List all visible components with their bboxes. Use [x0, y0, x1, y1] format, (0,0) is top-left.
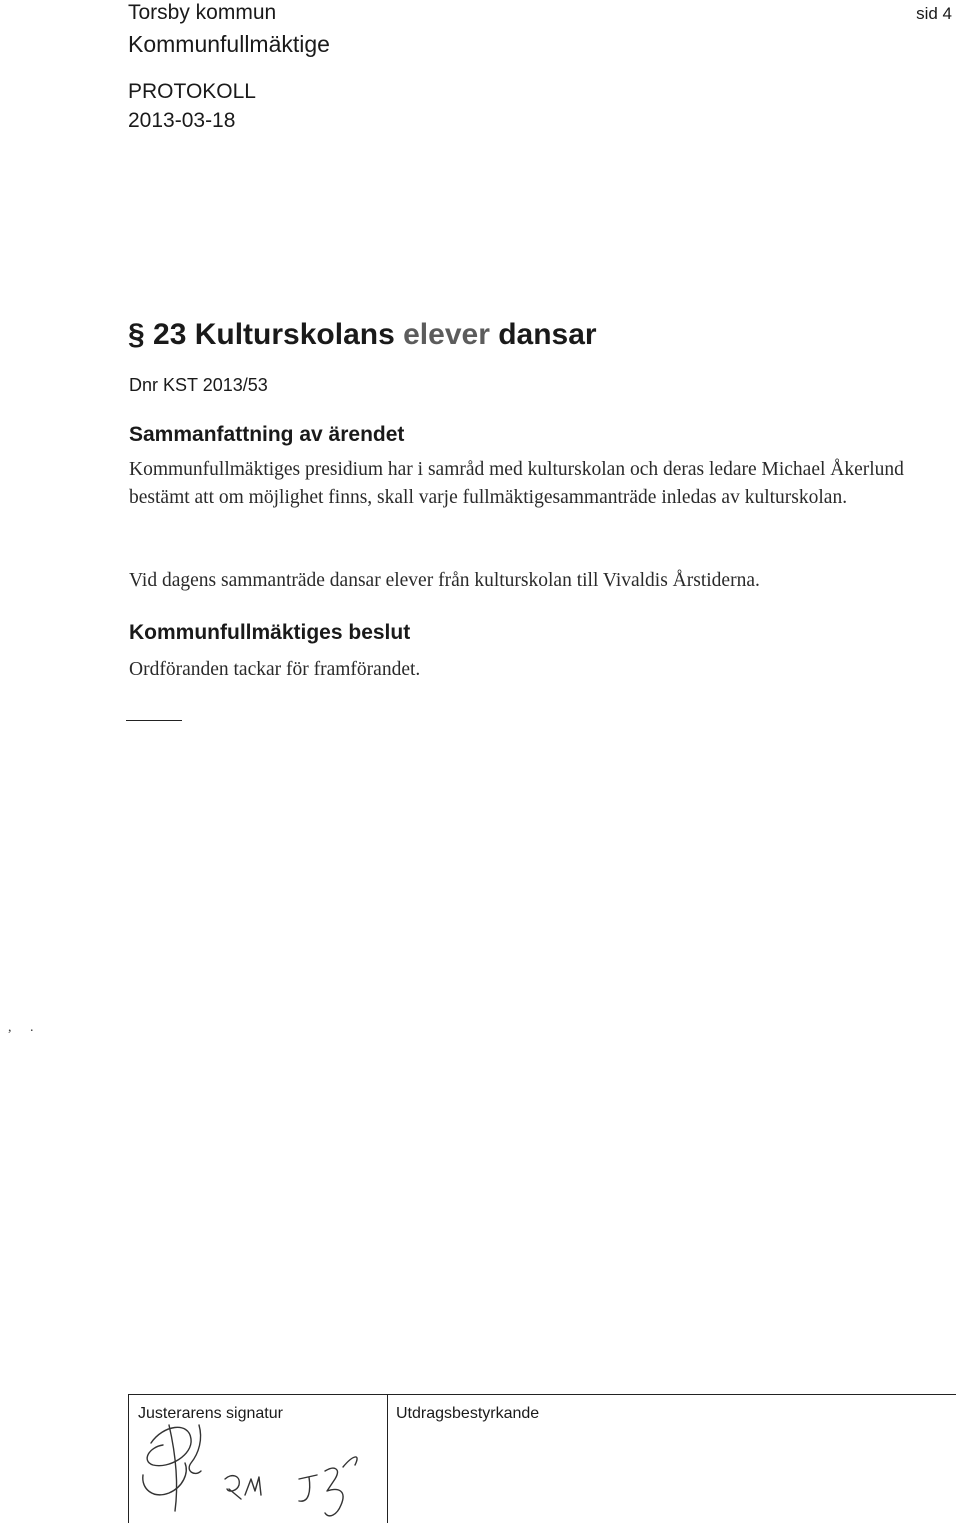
section-title-end: dansar	[498, 318, 597, 351]
section-title-faded: elever	[403, 318, 490, 351]
signature-stroke	[225, 1476, 241, 1499]
decision-heading: Kommunfullmäktiges beslut	[129, 621, 411, 644]
page-number: sid 4	[916, 4, 952, 23]
organization-name: Torsby kommun	[128, 1, 277, 24]
signature-stroke	[143, 1463, 186, 1495]
signature-stroke	[299, 1475, 317, 1501]
summary-paragraph-2: Vid dagens sammanträde dansar elever från kulturskolan till Vivaldis Årstiderna.	[129, 570, 760, 591]
decision-text: Ordföranden tackar för framförandet.	[129, 659, 421, 680]
certification-label: Utdragsbestyrkande	[396, 1405, 540, 1422]
signature-stroke	[189, 1425, 201, 1473]
signature-stroke	[325, 1468, 343, 1516]
signature-box	[128, 1394, 388, 1523]
signature-label: Justerarens signatur	[138, 1405, 283, 1422]
scan-mark: .	[30, 1020, 34, 1035]
document-type: PROTOKOLL	[128, 80, 256, 103]
handwritten-signatures	[129, 1395, 389, 1524]
case-number: Dnr KST 2013/53	[129, 375, 268, 395]
meeting-date: 2013-03-18	[128, 109, 236, 132]
certification-box	[388, 1394, 956, 1523]
section-title-main: 23 Kulturskolans	[153, 318, 395, 351]
signature-stroke	[147, 1427, 191, 1465]
paragraph-symbol: §	[128, 318, 145, 351]
end-rule	[126, 720, 182, 721]
signature-stroke	[245, 1477, 261, 1495]
summary-heading: Sammanfattning av ärendet	[129, 423, 405, 446]
signature-stroke	[343, 1457, 357, 1467]
council-name: Kommunfullmäktige	[128, 31, 330, 57]
summary-paragraph-1: Kommunfullmäktiges presidium har i samråd med kulturskolan och deras ledare Michael Åkerlund bestämt att om möjlighet finns, skall varje fullmäktigesammanträde inledas av kulturskolan.	[129, 459, 904, 508]
section-title	[128, 318, 597, 351]
scan-mark: ,	[8, 1020, 12, 1035]
signature-stroke	[169, 1425, 177, 1511]
